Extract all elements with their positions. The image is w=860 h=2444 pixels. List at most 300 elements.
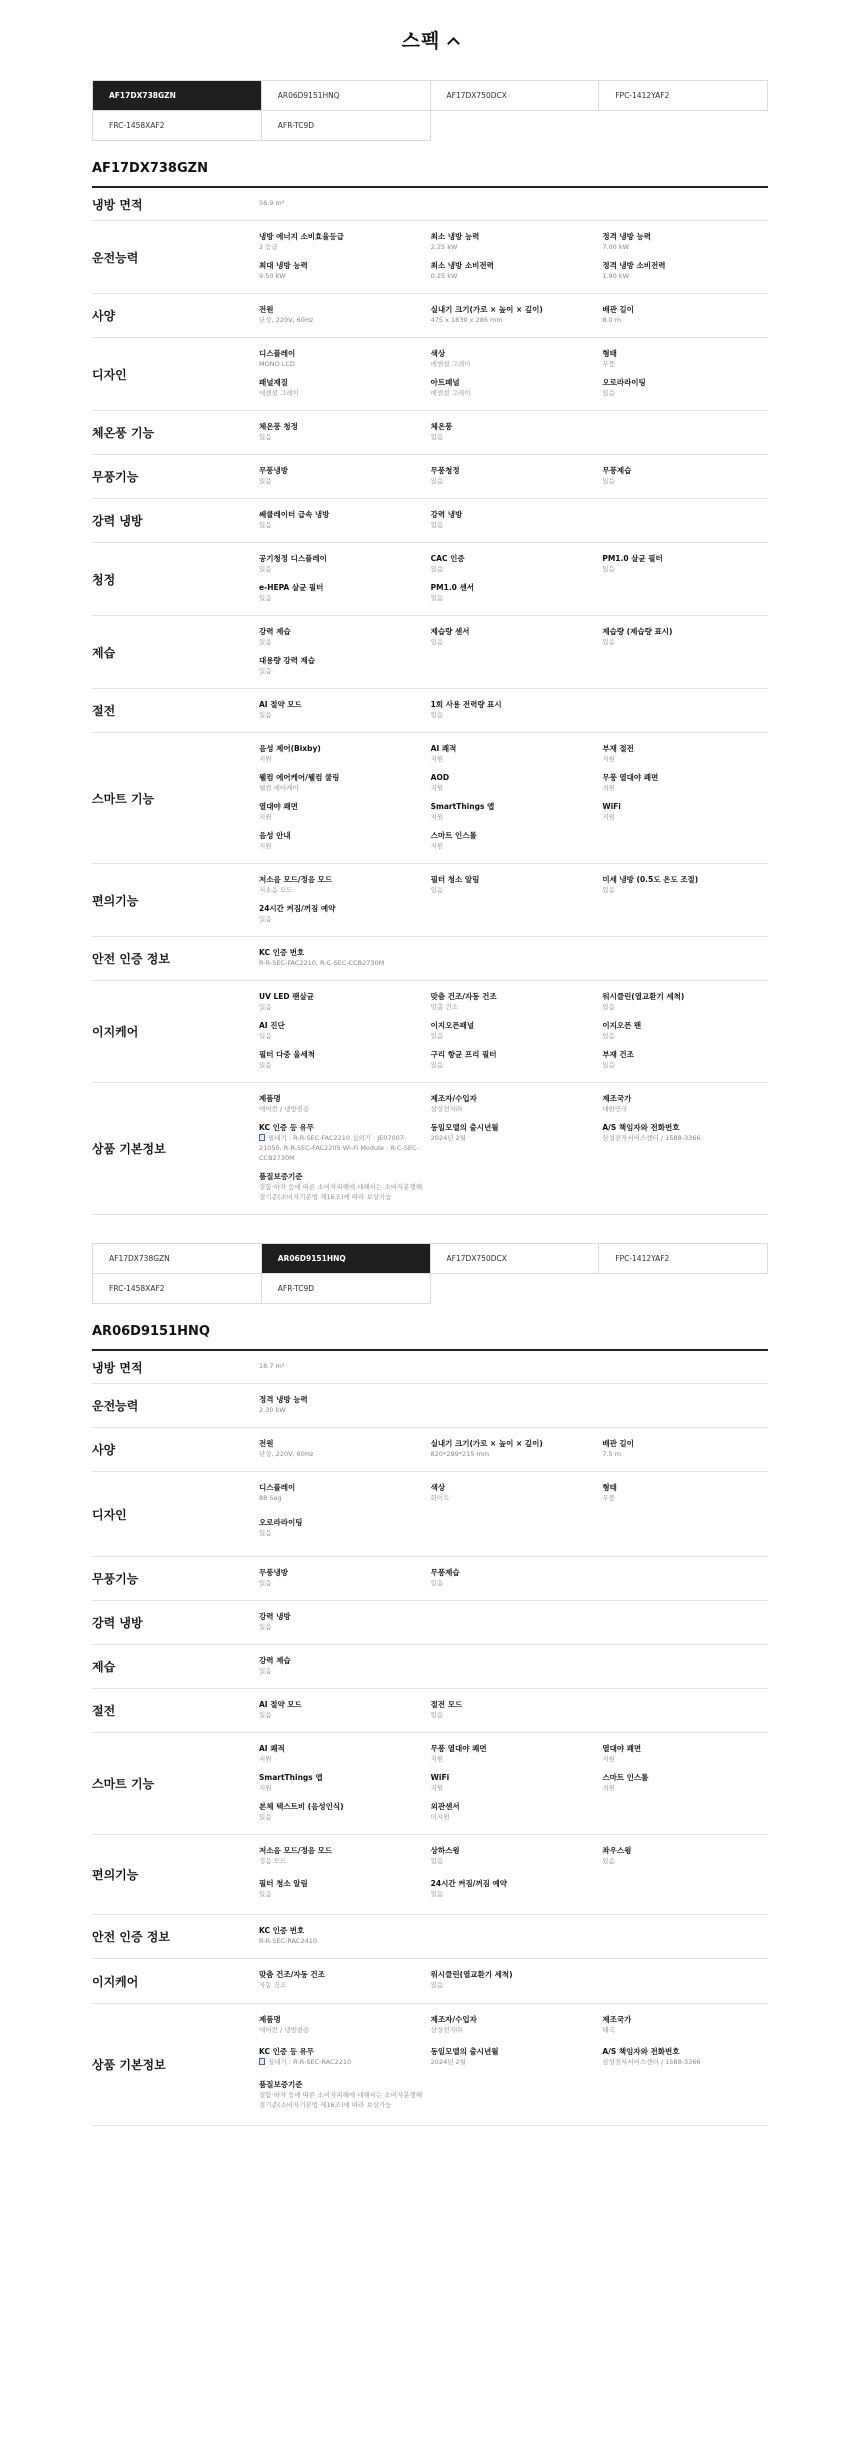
spec-item-name: PM1.0 센서 xyxy=(430,583,475,592)
spec-item-value: 지원 xyxy=(602,813,615,821)
spec-item-value: 7.5 m xyxy=(602,1450,622,1458)
spec-item-value: 에센셜 그레이 xyxy=(430,360,471,368)
spec-item-value: 7.00 kW xyxy=(602,243,630,251)
spec-item-name: 제조국가 xyxy=(602,1094,632,1103)
spec-item xyxy=(602,1020,768,1041)
spec-row xyxy=(92,1351,768,1384)
spec-row-label: 스마트 기능 xyxy=(92,1777,155,1791)
spec-item-value: 있음 xyxy=(430,521,444,529)
spec-row-values xyxy=(259,864,768,936)
model-tabs xyxy=(92,80,768,141)
tab-model[interactable]: AF17DX750DCX xyxy=(431,81,600,111)
spec-item-value: 지원 xyxy=(430,842,444,850)
spec-item-name: 형태 xyxy=(602,349,617,358)
spec-item xyxy=(431,231,597,252)
spec-item-name: WiFi xyxy=(602,802,621,811)
spec-item-value: 56.9 m² xyxy=(259,199,285,207)
spec-item-name: 24시간 켜짐/꺼짐 예약 xyxy=(430,1878,508,1888)
spec-row-label: 이지케어 xyxy=(92,1025,139,1039)
spec-item-value: 있음 xyxy=(430,594,444,602)
spec-item xyxy=(602,772,768,793)
spec-item xyxy=(602,1093,768,1114)
spec-header[interactable] xyxy=(0,0,860,80)
spec-item xyxy=(431,509,597,530)
spec-item-name: 형태 xyxy=(602,1483,617,1492)
spec-item-value: 있음 xyxy=(259,1579,272,1587)
spec-item xyxy=(431,1699,597,1720)
spec-item-value: 지원 xyxy=(259,1784,272,1792)
spec-item-name: 음성 안내 xyxy=(259,831,291,840)
spec-item-name: 워시클린(열교환기 세척) xyxy=(430,1970,513,1979)
spec-item-value: 있음 xyxy=(259,565,272,573)
spec-item-name: 스마트 인스톨 xyxy=(602,1773,649,1782)
spec-item-name: AI 쾌적 xyxy=(430,744,457,753)
spec-item-name: KC 인증 번호 xyxy=(259,948,305,957)
spec-item xyxy=(602,743,768,764)
spec-item-name: 체온풍 청정 xyxy=(259,422,298,431)
spec-row-label: 제습 xyxy=(92,1660,116,1674)
spec-item-value: 820*299*215 mm xyxy=(430,1450,490,1458)
spec-row-label: 상품 기본정보 xyxy=(92,1142,166,1156)
spec-item-value: 실내기 : R-R-SEC-RAC2210 xyxy=(259,2057,425,2067)
spec-item xyxy=(431,801,597,822)
spec-item-name: 오로라라이팅 xyxy=(602,378,646,387)
spec-row xyxy=(92,981,768,1083)
spec-item-value: 있음 xyxy=(259,638,272,646)
spec-item-name: WiFi xyxy=(430,1773,450,1782)
spec-item xyxy=(431,1878,597,1903)
spec-item xyxy=(602,2046,768,2070)
spec-row-values xyxy=(259,1645,768,1688)
spec-row xyxy=(92,1472,768,1557)
spec-row-values xyxy=(259,689,768,732)
spec-item-value: 화이트 xyxy=(430,1494,450,1502)
spec-item xyxy=(431,465,597,486)
spec-item-value: 있음 xyxy=(259,711,272,719)
spec-item-value: 삼성전자서비스센터 / 1588-3366 xyxy=(602,2058,701,2067)
spec-item-value: R-R-SEC-RAC2410 xyxy=(259,1937,317,1945)
spec-item-name: 맞춤 건조/자동 건조 xyxy=(430,992,497,1001)
spec-item-value: 있음 xyxy=(602,389,615,397)
spec-item-value: 있음 xyxy=(602,565,615,573)
spec-item-name: 저소음 모드/정음 모드 xyxy=(259,1846,333,1855)
spec-row xyxy=(92,864,768,937)
spec-item-value: 2024년 2월 xyxy=(430,2058,466,2067)
spec-row-label: 무풍기능 xyxy=(92,470,139,484)
spec-row xyxy=(92,1915,768,1959)
spec-item-value: 있음 xyxy=(430,1981,444,1989)
spec-item-name: 제습량 센서 xyxy=(430,627,470,636)
spec-row xyxy=(92,1733,768,1835)
spec-row-label: 운전능력 xyxy=(92,250,139,265)
spec-item-value: 9.50 kW xyxy=(259,272,286,280)
spec-item xyxy=(259,231,425,252)
tab-model[interactable]: FPC-1412YAF2 xyxy=(599,81,768,111)
spec-row-label: 상품 기본정보 xyxy=(92,2058,166,2072)
spec-item-value: 삼성전자서비스센터 / 1588-3366 xyxy=(602,1134,701,1142)
spec-item xyxy=(259,1567,425,1588)
spec-item xyxy=(259,626,425,647)
tab-model[interactable]: AFR-TC9D xyxy=(262,1274,431,1304)
spec-item xyxy=(602,991,768,1012)
spec-item-value: 미지원 xyxy=(430,1813,450,1821)
spec-item xyxy=(602,1845,768,1870)
spec-item-value: 있음 xyxy=(430,1032,444,1040)
spec-item-value: 에센셜 그레이 xyxy=(259,389,299,397)
spec-item-name: 공기청정 디스플레이 xyxy=(259,554,327,563)
spec-item-value: 삼성전자㈜ xyxy=(430,2026,463,2034)
spec-item-value: 2 등급 xyxy=(259,243,278,251)
spec-item xyxy=(259,553,425,574)
spec-item-value: 자동 건조 xyxy=(259,1981,287,1989)
spec-item-value: 에어컨 / 냉방전용 xyxy=(259,2026,310,2034)
spec-row xyxy=(92,499,768,543)
spec-row-label: 강력 냉방 xyxy=(92,1616,143,1630)
spec-item-name: 제품명 xyxy=(259,2015,281,2024)
spec-row xyxy=(92,689,768,733)
spec-item xyxy=(259,2014,425,2038)
spec-item-value: 단상, 220V, 60Hz xyxy=(259,1450,314,1458)
spec-item-value: 있음 xyxy=(602,1857,615,1865)
spec-item-name: 정격 냉방 소비전력 xyxy=(602,261,666,270)
tab-model[interactable]: AR06D9151HNQ xyxy=(262,81,431,111)
spec-item xyxy=(259,1093,425,1114)
spec-item-value: 있음 xyxy=(259,1032,272,1040)
spec-item-value: 맞춤 건조 xyxy=(430,1003,458,1011)
spec-item xyxy=(259,1699,425,1720)
spec-item xyxy=(259,699,425,720)
spec-row-label: 편의기능 xyxy=(92,1868,139,1882)
spec-item-name: SmartThings 앱 xyxy=(259,1773,323,1782)
spec-item-name: 좌우스윙 xyxy=(602,1846,632,1855)
spec-item-name: 제조자/수입자 xyxy=(430,1094,477,1103)
spec-item-name: KC 인증 등 유무 xyxy=(259,1123,315,1132)
spec-item xyxy=(431,2046,597,2070)
spec-item-name: AI 진단 xyxy=(259,1021,285,1030)
spec-item-name: 동일모델의 출시년월 xyxy=(430,1123,499,1132)
spec-item-value: 있음 xyxy=(259,1711,272,1719)
tab-model[interactable]: FRC-1458XAF2 xyxy=(93,111,262,141)
spec-item xyxy=(259,304,425,325)
spec-item-value: 있음 xyxy=(259,1003,272,1011)
spec-item xyxy=(259,348,425,369)
spec-item-value: 있음 xyxy=(430,1711,444,1719)
spec-item-name: 품질보증기준 xyxy=(259,2079,303,2089)
spec-row-label: 무풍기능 xyxy=(92,1572,139,1586)
spec-item-value: 18.7 m² xyxy=(259,1362,285,1370)
spec-item-name: 필터 다중 울세척 xyxy=(259,1050,315,1059)
spec-item-name: 정격 냉방 능력 xyxy=(259,1395,308,1404)
spec-item-name: 최대 냉방 능력 xyxy=(259,261,308,270)
spec-item-name: e-HEPA 살균 필터 xyxy=(259,583,324,592)
spec-item-name: 필터 청소 알림 xyxy=(259,1878,308,1888)
spec-item-value: 2.30 kW xyxy=(259,1406,286,1414)
spec-row xyxy=(92,1645,768,1689)
spec-item xyxy=(259,1517,425,1544)
spec-row xyxy=(92,616,768,689)
spec-item xyxy=(602,1743,768,1764)
spec-item-value: 있음 xyxy=(259,477,272,485)
spec-item-value: 있음 xyxy=(602,477,615,485)
spec-item-name: 이지오픈패널 xyxy=(430,1021,475,1030)
spec-item xyxy=(431,1093,597,1114)
spec-item-name: 무풍제습 xyxy=(430,1568,460,1577)
spec-item-name: 음성 제어(Bixby) xyxy=(259,744,321,753)
spec-item xyxy=(431,1801,597,1822)
spec-item xyxy=(602,304,768,325)
spec-item xyxy=(259,509,425,530)
spec-item-name: 절전 모드 xyxy=(430,1700,463,1709)
spec-item xyxy=(259,1655,425,1676)
spec-item xyxy=(259,377,425,398)
spec-row-label: 냉방 면적 xyxy=(92,1360,143,1375)
tab-model[interactable]: AR06D9151HNQ xyxy=(262,1244,431,1274)
spec-item-name: 색상 xyxy=(430,1483,446,1492)
document-icon xyxy=(259,1134,265,1141)
spec-item xyxy=(259,1611,425,1632)
spec-row-values xyxy=(259,1083,768,1214)
spec-item-value: 1.90 kW xyxy=(602,272,630,280)
spec-item-value: 0.25 kW xyxy=(430,272,458,280)
spec-item-name: 필터 청소 알림 xyxy=(430,875,480,884)
spec-item xyxy=(431,743,597,764)
spec-item xyxy=(431,1772,597,1793)
spec-row-label: 체온풍 기능 xyxy=(92,426,155,440)
spec-item xyxy=(431,1438,597,1459)
spec-row xyxy=(92,1428,768,1472)
spec-row-values xyxy=(259,937,768,980)
spec-item xyxy=(431,626,597,647)
spec-item-value: 있음 xyxy=(602,886,615,894)
spec-item xyxy=(259,1743,425,1764)
spec-item xyxy=(431,830,597,851)
spec-row-values xyxy=(259,294,768,337)
spec-row-label: 강력 냉방 xyxy=(92,514,143,528)
spec-item-name: 강력 냉방 xyxy=(259,1612,291,1621)
spec-item-value: 정음 모드 xyxy=(259,1857,287,1865)
spec-item xyxy=(431,260,597,281)
spec-row-values xyxy=(259,616,768,688)
spec-item-value: 있음 xyxy=(602,1032,615,1040)
spec-item xyxy=(259,801,425,822)
spec-item-value: 무풍 xyxy=(602,1494,615,1502)
tab-model[interactable]: FPC-1412YAF2 xyxy=(599,1244,768,1274)
spec-item-name: 배관 길이 xyxy=(602,1439,634,1448)
spec-item xyxy=(259,582,425,603)
spec-row-label: 사양 xyxy=(92,1443,116,1457)
spec-item xyxy=(431,348,597,369)
spec-item xyxy=(259,1394,425,1415)
spec-item-value: 지원 xyxy=(602,784,615,792)
spec-item-name: 열대야 쾌면 xyxy=(602,1744,642,1753)
spec-item-name: 무풍 열대야 쾌면 xyxy=(602,773,659,782)
spec-item xyxy=(259,465,425,486)
spec-item-name: 스마트 인스톨 xyxy=(430,831,477,840)
spec-item xyxy=(259,1845,425,1870)
spec-item xyxy=(602,1122,768,1163)
document-icon xyxy=(259,2058,265,2065)
spec-row-values xyxy=(259,338,768,410)
spec-item xyxy=(602,377,768,398)
spec-item-value: 지원 xyxy=(430,1755,444,1763)
spec-row xyxy=(92,1384,768,1428)
spec-item-value: 삼성전자㈜ xyxy=(430,1105,463,1113)
spec-item-name: 본체 텍스트비 (음성인식) xyxy=(259,1802,344,1811)
spec-row-values xyxy=(259,221,768,293)
spec-item-value: 있음 xyxy=(602,638,615,646)
spec-row-label: 디자인 xyxy=(92,367,127,382)
spec-item xyxy=(259,1122,425,1163)
spec-row-label: 스마트 기능 xyxy=(92,791,155,806)
spec-row-label: 청정 xyxy=(92,572,116,587)
spec-item-name: 디스플레이 xyxy=(259,1483,296,1492)
tab-model[interactable]: AF17DX738GZN xyxy=(93,81,262,111)
spec-row xyxy=(92,455,768,499)
spec-item-name: 무풍냉방 xyxy=(259,466,288,475)
spec-item-name: 패널재질 xyxy=(259,378,288,387)
spec-item-value: 8.0 m xyxy=(602,316,622,324)
spec-item xyxy=(602,801,768,822)
spec-item-value: 있음 xyxy=(430,1061,444,1069)
spec-item xyxy=(602,465,768,486)
spec-item-name: 전원 xyxy=(259,1439,274,1448)
spec-row-values xyxy=(259,1428,768,1471)
spec-item-name: A/S 책임자와 전화번호 xyxy=(602,2047,680,2057)
spec-item-value: 지원 xyxy=(430,1784,444,1792)
spec-item xyxy=(431,1567,597,1588)
tab-placeholder xyxy=(431,111,600,141)
spec-item xyxy=(259,2079,425,2113)
spec-row-values xyxy=(259,2004,768,2125)
spec-item-name: 이지오픈 팬 xyxy=(602,1021,642,1030)
spec-row-label: 편의기능 xyxy=(92,893,139,908)
spec-item-value: 있음 xyxy=(259,667,272,675)
spec-row-values xyxy=(259,1601,768,1644)
spec-item-name: 동일모델의 출시년월 xyxy=(430,2047,499,2057)
spec-row xyxy=(92,2004,768,2126)
spec-item-value: 태국 xyxy=(602,2026,615,2034)
spec-item-value: 475 x 1830 x 286 mm xyxy=(430,316,503,324)
spec-row-values xyxy=(259,188,768,220)
spec-row-values xyxy=(259,1835,768,1914)
spec-item-name: 최소 냉방 능력 xyxy=(430,232,480,241)
spec-item-name: 워시클린(열교환기 세척) xyxy=(602,992,685,1001)
spec-item-value: 무풍 xyxy=(602,360,615,368)
spec-item xyxy=(431,1020,597,1041)
model-spec-section xyxy=(92,80,768,1215)
tab-model[interactable]: AF17DX750DCX xyxy=(431,1244,600,1274)
spec-item-value: R-R-SEC-FAC2210, R-C-SEC-CCB2730M xyxy=(259,959,385,967)
spec-item xyxy=(602,1049,768,1070)
spec-item xyxy=(259,743,425,764)
spec-row xyxy=(92,1959,768,2004)
spec-item-name: AI 절약 모드 xyxy=(259,1700,302,1709)
spec-item-value: 있음 xyxy=(430,433,444,441)
spec-item-value: 대한민국 xyxy=(602,1105,628,1113)
spec-row xyxy=(92,221,768,294)
spec-row-values xyxy=(259,981,768,1082)
spec-item xyxy=(431,1482,597,1509)
spec-item-value: 2.25 kW xyxy=(430,243,458,251)
spec-item-value: 지원 xyxy=(602,755,615,763)
spec-item-name: 디스플레이 xyxy=(259,349,296,358)
spec-row xyxy=(92,1601,768,1645)
chevron-up-icon[interactable] xyxy=(447,37,460,50)
spec-item xyxy=(431,377,597,398)
spec-item-value: 지원 xyxy=(259,842,272,850)
spec-item xyxy=(259,1482,425,1509)
spec-item xyxy=(431,1122,597,1163)
spec-item-value: 88 Seg xyxy=(259,1494,282,1502)
spec-item-value: 있음 xyxy=(259,1813,272,1821)
tab-model[interactable]: FRC-1458XAF2 xyxy=(93,1274,262,1304)
spec-item-name: 부재 건조 xyxy=(602,1050,634,1059)
model-tabs xyxy=(92,1243,768,1304)
spec-item xyxy=(431,772,597,793)
spec-item-name: SmartThings 앱 xyxy=(430,802,495,811)
spec-row-values xyxy=(259,455,768,498)
spec-item-name: 실내기 크기(가로 × 높이 × 깊이) xyxy=(430,1439,543,1448)
spec-item-value: 있음 xyxy=(430,711,444,719)
spec-item-name: 쎄큘레이터 급속 냉방 xyxy=(259,510,330,519)
spec-item xyxy=(431,582,597,603)
spec-item xyxy=(259,1801,425,1822)
spec-item xyxy=(602,2014,768,2038)
spec-item-name: 구리 항균 프리 필터 xyxy=(430,1050,497,1059)
spec-item xyxy=(259,1020,425,1041)
spec-item-name: 1회 사용 전력량 표시 xyxy=(430,700,502,709)
spec-item xyxy=(602,1438,768,1459)
spec-item xyxy=(602,348,768,369)
spec-item-name: 강력 제습 xyxy=(259,1656,291,1665)
spec-item-value: 있음 xyxy=(259,1623,272,1631)
spec-item-value: 있음 xyxy=(430,638,444,646)
spec-item xyxy=(431,991,597,1012)
spec-item xyxy=(259,260,425,281)
tab-model[interactable]: AF17DX738GZN xyxy=(93,1244,262,1274)
spec-item xyxy=(602,626,768,647)
spec-item-name: 웰컴 에어케어/웰컴 쿨링 xyxy=(259,773,340,782)
spec-item xyxy=(259,874,425,895)
spec-item-value: 에센셜 그레이 xyxy=(430,389,471,397)
spec-row-label: 안전 인증 정보 xyxy=(92,1930,170,1944)
spec-item-value: 지원 xyxy=(430,784,444,792)
spec-item xyxy=(431,1845,597,1870)
spec-item-name: 맞춤 건조/자동 건조 xyxy=(259,1970,325,1979)
spec-item-name: A/S 책임자와 전화번호 xyxy=(602,1123,680,1132)
spec-item-name: KC 인증 번호 xyxy=(259,1926,305,1935)
tab-placeholder xyxy=(431,1274,600,1304)
spec-item-name: UV LED 팬살균 xyxy=(259,992,314,1001)
spec-row xyxy=(92,188,768,221)
spec-item-value: 결함·하자 등에 따른 소비자피해에 대해서는 소비자분쟁해결기준(소비자기본법 제16조)에 따라 보상가능 xyxy=(259,2090,423,2109)
spec-item-value: 필내기 : R-R-SEC-FAC2210 실외기 : JE07007-21050, R-R-SEC-FAC2205 Wi-Fi Module : R-C-SEC-CCB2730M xyxy=(259,1134,419,1162)
spec-item-value: 지원 xyxy=(259,813,272,821)
spec-item-value: MONO LCD xyxy=(259,360,295,368)
spec-item xyxy=(259,198,425,208)
spec-item xyxy=(259,1925,425,1946)
spec-item-name: 강력 제습 xyxy=(259,627,291,636)
tab-model[interactable]: AFR-TC9D xyxy=(262,111,431,141)
spec-item xyxy=(431,421,597,442)
spec-item-value: 있음 xyxy=(430,477,444,485)
spec-row-label: 디자인 xyxy=(92,1507,127,1522)
spec-item xyxy=(259,991,425,1012)
spec-item-value: 있음 xyxy=(259,1667,272,1675)
spec-item xyxy=(431,1049,597,1070)
model-spec-section xyxy=(92,1243,768,2126)
spec-item-name: 품질보증기준 xyxy=(259,1172,303,1181)
